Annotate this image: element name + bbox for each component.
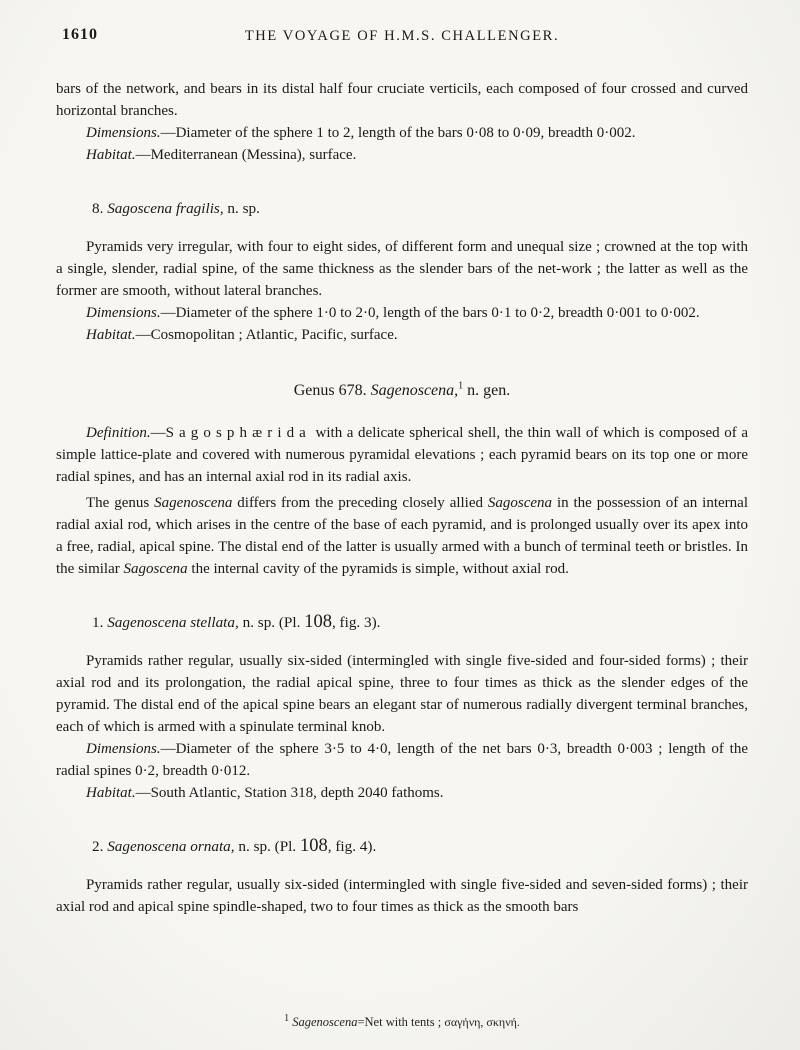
intro-dimensions-line (56, 122, 748, 144)
intro-habitat-line (56, 144, 748, 166)
plate-number: 108 (299, 836, 328, 856)
family-name-spaced: Sagosphærida (165, 425, 311, 441)
footnote-reference: 1 (458, 380, 464, 392)
species-number: 1. (92, 614, 108, 631)
habitat-label: Habitat. (86, 785, 136, 801)
running-title: THE VOYAGE OF H.M.S. CHALLENGER. (244, 28, 560, 44)
dimensions-text: —Diameter of the sphere 3·5 to 4·0, length of the net bars 0·3, breadth 0·003 ; length of the radial spines 0·2, breadth 0·012. (56, 741, 748, 779)
habitat-text: —Cosmopolitan ; Atlantic, Pacific, surface. (135, 327, 398, 343)
footnote-greek-etymology: σαγήνη, σκηνή. (444, 1015, 520, 1029)
genus-name: Sagenoscena, (370, 382, 459, 399)
footnote (56, 1012, 748, 1036)
page-number: 1610 (62, 26, 98, 43)
species-8-dimensions-line (56, 302, 748, 324)
species-name: Sagenoscena stellata, (107, 614, 239, 631)
species-number: 8. (92, 200, 108, 217)
species-8-paragraph: Pyramids very irregular, with four to eight sides, of different form and unequal size ; crowned at the top with a single, slender, radial spine, of the same thickness as the slender bars of the net-work ; the latter as well as the former are smooth, without lateral branches. (56, 239, 748, 299)
dimensions-text: —Diameter of the sphere 1·0 to 2·0, length of the bars 0·1 to 0·2, breadth 0·001 to 0·002. (160, 305, 700, 321)
dimensions-label: Dimensions. (86, 305, 161, 321)
genus-name-inline: Sagoscena (123, 561, 188, 577)
species-1-habitat-line (56, 782, 748, 804)
genus-prefix: Genus 678. (293, 382, 371, 399)
species-suffix: n. sp. (Pl. (238, 614, 305, 631)
habitat-label: Habitat. (86, 327, 136, 343)
text-run: the internal cavity of the pyramids is simple, without axial rod. (187, 561, 569, 577)
species-number: 2. (92, 838, 108, 855)
definition-label: Definition. (86, 425, 151, 441)
habitat-label: Habitat. (86, 147, 136, 163)
species-name: Sagenoscena ornata, (107, 838, 235, 855)
species-suffix: n. sp. (Pl. (234, 838, 300, 855)
genus-name-inline: Sagenoscena (154, 495, 233, 511)
dimensions-text: —Diameter of the sphere 1 to 2, length of the bars 0·08 to 0·09, breadth 0·002. (160, 125, 636, 141)
genus-comparison-paragraph (56, 492, 748, 580)
text-run: differs from the preceding closely allied (232, 495, 488, 511)
running-head (56, 26, 748, 50)
dimensions-label: Dimensions. (86, 741, 161, 757)
genus-heading (56, 380, 748, 402)
species-name: Sagoscena fragilis, (107, 200, 224, 217)
figure-reference: , fig. 3). (331, 614, 381, 631)
genus-name-inline: Sagoscena (487, 495, 553, 511)
species-1-paragraph: Pyramids rather regular, usually six-sided (intermingled with single five-sided and four-sided forms) ; their axial rod and its prolongation, the radial apical spine, three to four times as thick as the slender edges of the pyramid. The distal end of the apical spine bears an elegant star of numerous radially divergent terminal branches, each of which is armed with a spinulate terminal knob. (56, 653, 748, 735)
dimensions-label: Dimensions. (86, 125, 161, 141)
species-2-heading (92, 836, 748, 858)
species-2-paragraph: Pyramids rather regular, usually six-sided (intermingled with single five-sided and seven-sided forms) ; their axial rod and apical spine spindle-shaped, two to four times as thick as the smooth bars (56, 877, 748, 915)
text-run: in the possession of an internal radial axial rod, which arises in the centre of the base of each pyramid, and is prolonged usually over its apex into a free, radial, apical spine. The distal end of the latter is usually armed with a bunch of terminal teeth or bristles. In the similar (56, 495, 748, 577)
genus-definition-paragraph (56, 422, 748, 488)
plate-number: 108 (304, 612, 332, 632)
habitat-text: —South Atlantic, Station 318, depth 2040 fathoms. (135, 785, 444, 801)
page-body (56, 78, 748, 1015)
figure-reference: , fig. 4). (327, 838, 377, 855)
intro-paragraph: bars of the network, and bears in its distal half four cruciate verticils, each composed of four crossed and curved horizontal branches. (56, 81, 748, 119)
footnote-text: =Net with tents ; (357, 1015, 445, 1029)
species-1-heading (92, 612, 748, 634)
species-8-habitat-line (56, 324, 748, 346)
definition-text: with a delicate spherical shell, the thin wall of which is composed of a simple lattice-plate and covered with numerous pyramidal elevations ; each pyramid bears on its top one or more radial spines, and has an internal axial rod in its radial axis. (56, 425, 748, 485)
species-suffix: n. sp. (223, 200, 260, 217)
species-8-heading (92, 198, 748, 220)
species-1-dimensions-line (56, 738, 748, 782)
footnote-genus-name: Sagenoscena (292, 1015, 358, 1029)
habitat-text: —Mediterranean (Messina), surface. (135, 147, 357, 163)
text-run: The genus (86, 495, 155, 511)
genus-suffix: n. gen. (463, 382, 511, 399)
footnote-marker: 1 (284, 1012, 290, 1024)
definition-dash: — (150, 425, 166, 441)
